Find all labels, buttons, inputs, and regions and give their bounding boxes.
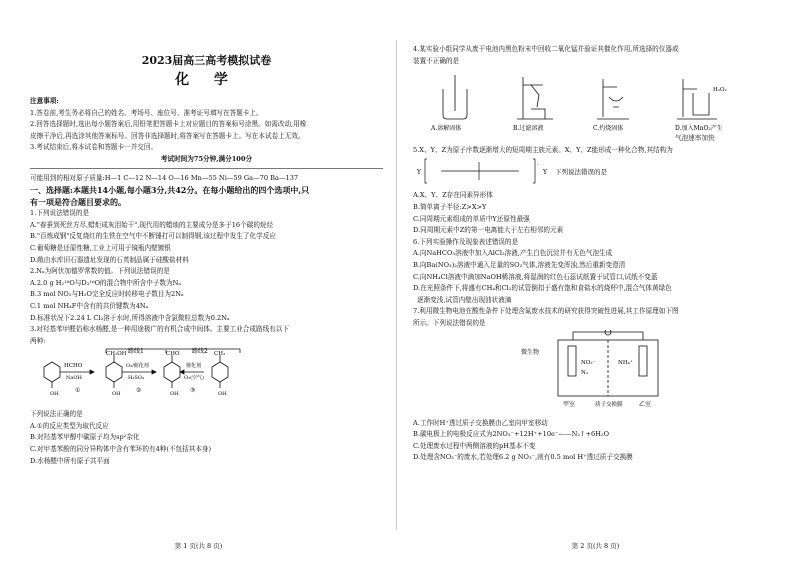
no3-label: NO₃⁻	[581, 359, 596, 366]
option-c: C.对甲基苯酚的同分异构体中含有苯环的有4种(不包括其本身)	[30, 445, 212, 454]
note-line: 3.考试结束后,将本试卷和答题卡一并交回。	[30, 143, 158, 152]
option-a: A.向NaHCO₃溶液中加入AlCl₃溶液,产生白色沉淀并有无色气泡生成	[413, 249, 613, 258]
atomic-masses: 可能用到的相对原子质量:H—1 C—12 N—14 O—16 Mn—55 Ni—59 Ga—70 Ba—137	[30, 173, 299, 182]
page-footer: 第 2 页(共 8 页)	[571, 542, 620, 550]
question-stem-cont: 所示。下列说法错误的是	[413, 318, 486, 327]
reagent-h2so4: H₂SO₄	[128, 375, 144, 382]
question-stem: 6.下列实验操作及现象表述错误的是	[413, 237, 519, 246]
option-d-cont: 逐渐变浅,试管内壁出现油状液滴	[417, 295, 512, 304]
question-stem: 3.对羟基苯甲醛俗称水杨醛,是一种用途极广的有机合成中间体。主要工业合成路线有以下	[30, 325, 289, 334]
nh4-label: NH₄⁺	[618, 359, 633, 366]
chamber-b: 乙室	[639, 400, 652, 408]
option-b: B.向Ba(NO₃)₂溶液中通入足量的SO₂气体,溶液先变浑浊,然后重新变澄清	[413, 260, 626, 269]
svg-text:Y: Y	[417, 169, 421, 177]
option-a: A.2.0 g H₂¹⁸O与D₂¹⁶O的混合物中所含中子数为Nₐ	[30, 278, 181, 287]
question-3	[30, 324, 383, 467]
question-5	[413, 145, 768, 237]
group-cho: CHO	[166, 351, 180, 358]
option-a: A.X、Y、Z存在同素异形体	[413, 191, 493, 200]
option-b: B.碳电极上的电极反应式为2NO₃⁻+12H⁺+10e⁻——N₂↑+6H₂O	[413, 430, 610, 439]
step-label: ③	[190, 387, 196, 395]
step-label: ②	[136, 387, 142, 395]
rule	[30, 168, 383, 169]
option-d: D.标准状况下2.24 L Cl₂溶于水时,所得溶液中含氯微粒总数为0.2Nₐ	[30, 313, 230, 322]
notes-heading: 注意事项:	[30, 97, 59, 105]
question-2	[30, 266, 383, 324]
structure-figure	[413, 156, 753, 186]
reagent-hcho: HCHO	[64, 363, 83, 370]
option-c: C.处理废水过程中两侧溶液的pH基本不变	[413, 441, 536, 450]
option-a: A.工作时H⁺透过质子交换膜由乙室向甲室移动	[413, 418, 548, 427]
question-4	[413, 44, 768, 145]
q5-stem-tail: 下列说法错误的是	[555, 168, 607, 177]
route-1-label: 路线1	[128, 348, 144, 356]
option-c: C.同周期元素组成的单质中Y还原性最强	[413, 214, 530, 223]
option-b: B.3 mol NO₂与H₂O完全反应时转移电子数目为2Nₐ	[30, 290, 184, 299]
svg-text:Y: Y	[543, 169, 547, 177]
apparatus-b: B.过滤溶液	[513, 125, 544, 133]
option-d: D.敞由水库旧石器遗址发现的石英制品属于硅酸盐材料	[30, 255, 189, 264]
svg-text:-: -	[537, 162, 539, 169]
group-ch3: CH₃	[214, 351, 226, 358]
chamber-a: 甲室	[563, 400, 576, 408]
membrane-label: 质子交换膜	[595, 401, 623, 408]
oh-label: OH	[50, 391, 59, 398]
exam-subject: 化 学	[175, 72, 238, 88]
oh-label: OH	[112, 391, 121, 398]
option-d: D.处理含NO₃⁻的废水,若处理6.2 g NO₃⁻,则有0.5 mol H⁺透过质子交换膜	[413, 453, 633, 462]
question-7	[413, 306, 768, 464]
question-stem-cont: 两种:	[30, 336, 46, 345]
option-d: D.同周期元素中Z的第一电离能大于左右相邻的元素	[413, 226, 564, 235]
reagent-naoh: NaOH	[66, 375, 82, 382]
exam-title: 2023届高三高考模拟试卷	[141, 54, 272, 67]
option-a: A."春蚕到死丝方尽,蜡炬成灰泪始干",现代用的蜡烛的主要成分是多于16个碳的烷烃	[30, 220, 274, 229]
option-c: C.向NH₄Cl溶液中滴加NaOH稀溶液,将湿润的红色石蕊试纸置于试管口,试纸不变蓝	[413, 272, 658, 281]
option-c: C.葡萄糖是还原性糖,工业上可用于镜瓶内壁镀银	[30, 243, 171, 252]
note-line: 皮擦干净后,再选涂其他答案标号。回答非选择题时,将答案写在答题卡上。写在本试卷上无效。	[30, 131, 305, 140]
apparatus-d: D.加入MnO₂产生	[675, 125, 723, 133]
option-b: B."百炼成钢"反复烧红的生铁在空气中不断锤打可以制得钢,该过程中发生了化学反应	[30, 232, 276, 241]
apparatus-c: C.灼烧固体	[593, 125, 624, 133]
section-heading: 有一项是符合题目要求的。	[30, 197, 126, 208]
oh-label: OH	[218, 391, 227, 398]
question-stem-cont: 装置不正确的是	[413, 56, 460, 65]
page-footer: 第 1 页(共 8 页)	[174, 542, 223, 550]
question-1	[30, 208, 383, 266]
question-stem: 4.某实验小组同学从废干电池内黑色粉末中回收二氧化锰并验证其催化作用,所选择的仪器或	[413, 45, 679, 53]
n2-label: N₂	[581, 369, 589, 376]
option-b: B.对羟基苯甲醇中碳原子均为sp²杂化	[30, 433, 140, 442]
section-heading: 一、选择题:本题共14小题,每小题3分,共42分。在每小题给出的四个选项中,只	[30, 185, 310, 196]
question-stem: 7.利用微生物电池在酸性条件下处理含氮废水技术的研究获得突破性进展,其工作原理如下图	[413, 307, 679, 316]
option-d: D.在光照条件下,将盛有CH₄和Cl₂的试管倒扣于盛有饱和食盐水的烧杯中,混合气体黄绿色	[413, 284, 672, 293]
reagent-o2-cat: O₂/催化剂	[126, 363, 149, 370]
option-d: D.水杨醛中所有原子共平面	[30, 456, 110, 465]
cell-label: 微生物	[521, 348, 540, 356]
question-stem: 1.下列说法错误的是	[30, 209, 90, 218]
question-stem: 5.X、Y、Z为原子序数逐渐增大的短周期主族元素。X、Y、Z能形成一种化合物,其结构为	[413, 145, 673, 154]
route-2-label: 路线2	[192, 348, 208, 356]
reagent-air: O₂(空气)	[184, 375, 205, 382]
apparatus-d-cont: 气泡速率加快	[675, 134, 715, 143]
step-label: ①	[75, 387, 81, 395]
note-line: 1.答卷前,考生务必将自己的姓名、考场号、座位号、准考证号填写在答题卡上。	[30, 108, 263, 117]
option-a: A.①的反应类型为取代反应	[30, 421, 109, 430]
apparatus-figure	[413, 67, 763, 133]
right-page	[397, 0, 794, 562]
h2o2-label: H₂O₂	[713, 87, 727, 94]
group-ch2oh: CH₂OH	[106, 351, 127, 358]
option-b: B.简单离子半径:Z>X>Y	[413, 202, 487, 211]
exam-time: 考试时间为75分钟,满分100分	[160, 154, 253, 163]
synthesis-scheme	[30, 347, 370, 405]
question-stem: 2.Nₐ为阿伏加德罗常数的值。下列说法错误的是	[30, 267, 170, 276]
reagent-catalyst: 催化剂	[186, 363, 202, 370]
note-line: 2.回答选择题时,选出每小题答案后,用铅笔把答题卡上对应题目的答案标号涂黑。如需改动,用橡	[30, 120, 307, 129]
question-substem: 下列说法正确的是	[30, 410, 83, 419]
oh-label: OH	[170, 391, 179, 398]
option-c: C.1 mol NH₄F中含有的共价键数为4Nₐ	[30, 301, 149, 310]
question-6	[413, 237, 768, 307]
cell-diagram	[413, 330, 763, 414]
apparatus-a: A.溶解固体	[431, 125, 462, 133]
